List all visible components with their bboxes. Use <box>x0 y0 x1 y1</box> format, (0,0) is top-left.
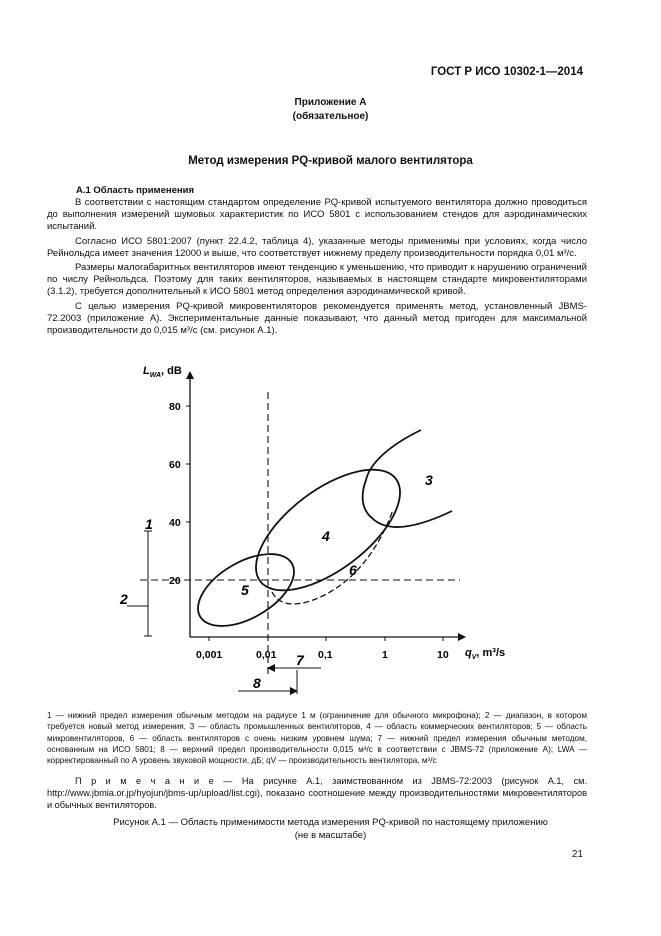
annex-status: (обязательное) <box>292 111 369 122</box>
annex-heading <box>0 96 661 124</box>
y-tick-label: 80 <box>169 401 181 413</box>
callout-1: 1 <box>145 516 153 532</box>
x-axis-label: $q_V$, m³/s <box>465 647 506 661</box>
x-tick-label: 0,001 <box>196 649 223 661</box>
region-label-5: 5 <box>241 582 249 598</box>
x-tick-label: 10 <box>437 649 449 661</box>
figure-note: П р и м е ч а н и е — На рисунке А.1, заимствованном из JBMS-72:2003 (рисунок А.1, см. http://www.jbmia.or.jp/hyojun/jbms-up/upload/list.cgi), показано соотношение между производительностями микровентиляторов и обычных вентиляторов. <box>47 776 587 810</box>
y-tick-label: 40 <box>169 517 181 529</box>
paragraph: Согласно ИСО 5801:2007 (пункт 22.4.2, таблица 4), указанные методы применимы при условиях, когда число Рейнольдса имеет значения 12000 и выше, что соответствует нижнему пределу производительности порядка 0,01 м³/с. <box>47 235 587 259</box>
section-title: А.1 Область применения <box>76 185 195 196</box>
region-label-3: 3 <box>425 472 433 488</box>
figure-caption <box>0 816 661 842</box>
x-tick-label: 1 <box>382 649 388 661</box>
body-text <box>47 197 587 339</box>
x-tick-label: 0,01 <box>256 649 277 661</box>
standard-header: ГОСТ Р ИСО 10302-1—2014 <box>430 66 583 78</box>
paragraph: Размеры малогабаритных вентиляторов имеют тенденцию к уменьшению, что приводит к нарушению ограничений по числу Рейнольдса. Поэтому для таких вентиляторов, называемых в настоящем стандарте микровентиляторами (3.1.2), требуется дополнительный к ИСО 5801 метод определения аэродинамической кривой. <box>47 262 587 298</box>
annex-title: Приложение А <box>294 97 367 108</box>
caption-line: Рисунок А.1 — Область применимости метода измерения PQ-кривой по настоящему приложению <box>113 817 548 828</box>
figure-legend: 1 — нижний предел измерения обычным методом на радиусе 1 м (ограничение для обычного микрофона); 2 — диапазон, в котором требуется новый метод измерения, 3 — область промышленных вентиляторов, 4 — область коммерческих вентиляторов; 5 — область микровентиляторов, 6 — область вентиляторов с очень низким уровнем шума; 7 — нижний предел измерения обычным методом, основанным на ИСО 5801; 8 — верхний предел производительности 0,015 м³/с в соответствии с JBMS-72 (приложение А); LWA — корректированный по А уровень звуковой мощности, дБ; qV — производительность вентилятора, м³/с <box>47 711 587 766</box>
y-tick-label: 60 <box>169 459 181 471</box>
x-tick-label: 0,1 <box>318 649 333 661</box>
paragraph: В соответствии с настоящим стандартом определение PQ-кривой испытуемого вентилятора должно проводиться до выполнения измерений шумовых характеристик по ИСО 5801 с использованием стендов для аэродинамических испытаний. <box>47 197 587 233</box>
page-number: 21 <box>571 849 583 860</box>
region-3-outline <box>363 430 452 527</box>
region-label-6: 6 <box>349 562 357 578</box>
y-axis-label: $L_{WA}$, dB <box>143 365 182 379</box>
callout-7: 7 <box>296 652 304 668</box>
figure-diagram <box>0 355 661 705</box>
caption-line: (не в масштабе) <box>294 830 367 841</box>
callout-2: 2 <box>120 591 128 607</box>
paragraph: С целью измерения PQ-кривой микровентиляторов рекомендуется применять метод, установленный JBMS-72.2003 (приложение А). Экспериментальные данные показывают, что данный метод пригоден для максимальной производительности до 0,015 м³/с (см. рисунок А.1). <box>47 300 587 337</box>
method-title: Метод измерения PQ-кривой малого вентилятора <box>188 155 473 167</box>
callout-8: 8 <box>253 675 261 691</box>
y-tick-label: 20 <box>169 575 181 587</box>
region-label-4: 4 <box>322 528 330 544</box>
